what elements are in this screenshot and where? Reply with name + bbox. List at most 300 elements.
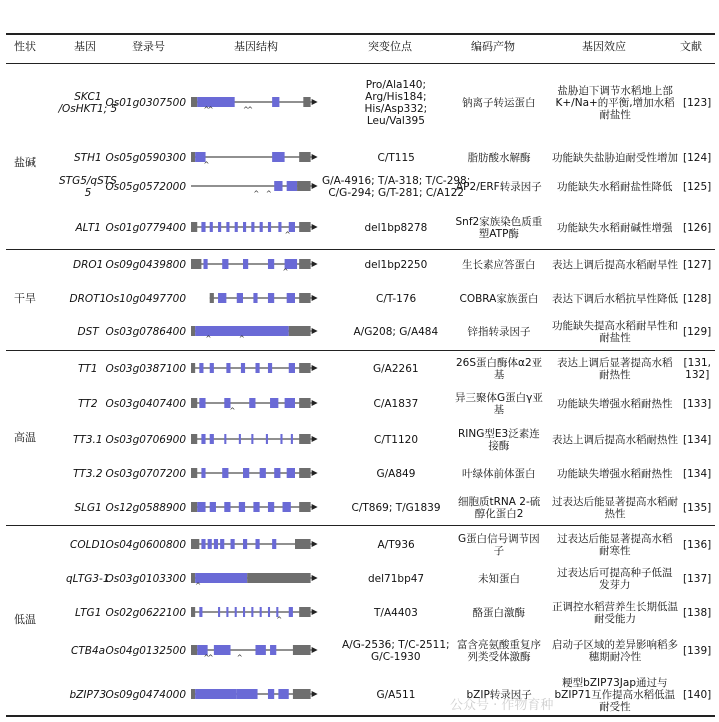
reference (684, 357, 711, 381)
accession: Os10g0497700 (105, 293, 187, 305)
section-rule-drought (6, 350, 715, 351)
mutation-site-line: C/T115 (377, 152, 415, 164)
exon-block (195, 573, 247, 583)
mutation-site (322, 175, 470, 199)
exon-block (278, 689, 288, 699)
direction-arrow-icon (312, 504, 318, 510)
encoded-product-line: Snf2家族染色质重 (455, 216, 543, 228)
encoded-product-line: RING型E3泛素连 (458, 428, 540, 440)
gene-effect-line: 穗期耐冷性 (588, 651, 642, 663)
mutation-site (352, 502, 441, 514)
exon-block (266, 434, 268, 444)
exon-block (278, 222, 281, 232)
gene-name (78, 398, 98, 410)
encoded-product (468, 152, 531, 164)
gene-name-line: qLTG3-1 (66, 573, 110, 585)
exon-block (201, 222, 205, 232)
exon-block (237, 293, 243, 303)
exon-block (210, 363, 214, 373)
top-rule (6, 33, 715, 35)
accession: Os02g0622100 (105, 607, 187, 619)
mutation-site-line: C/G-294; G/T-281; C/A122 (328, 187, 464, 199)
exon-block (274, 181, 282, 191)
mutation-site (374, 607, 418, 619)
exon-block (235, 222, 238, 232)
encoded-product-line: G蛋白信号调节因 (458, 533, 540, 545)
gene-effect-line: 功能缺失提高水稻耐旱性和 (552, 320, 678, 332)
mutation-site-line: A/G-2536; T/C-2511; (342, 639, 450, 651)
gene-name-line: TT1 (78, 363, 98, 375)
gene-name (74, 152, 102, 164)
gene-name-line: 5 (84, 187, 92, 199)
gene-structure (185, 219, 325, 237)
group-label: 低温 (14, 613, 36, 626)
gene-effect-line: 正调控水稻营养生长期低温 (552, 601, 678, 613)
reference (683, 502, 711, 514)
mutation-site-line: G/A2261 (373, 363, 419, 375)
encoded-product-line: 基 (493, 404, 505, 416)
encoded-product (462, 468, 536, 480)
section-rule-salt (6, 249, 715, 250)
mutation-caret-icon: ^ (203, 106, 210, 112)
gene-effect-line: 耐热性 (599, 369, 631, 381)
mutation-site (378, 539, 415, 551)
direction-arrow-icon (312, 224, 318, 230)
gene-effect-line: 表达下调后水稻抗旱性降低 (552, 293, 678, 305)
accession: Os01g0307500 (105, 97, 187, 109)
gene-structure (185, 431, 325, 449)
gene-structure (185, 149, 325, 167)
exon-block (268, 363, 272, 373)
utr-block (295, 539, 311, 549)
gene-name (75, 607, 101, 619)
mutation-caret-icon: ^ (276, 616, 283, 622)
mutation-site (376, 293, 416, 305)
watermark-text: 公众号 · 作物育种 (450, 698, 554, 713)
mutation-caret-icon: ^ (247, 106, 254, 112)
direction-arrow-icon (312, 261, 318, 267)
gene-effect-line: 热性 (604, 508, 626, 520)
reference-line: 132] (685, 369, 710, 381)
gene-structure (185, 642, 325, 660)
gene-structure (185, 94, 325, 112)
accession: Os01g0779400 (105, 222, 187, 234)
gene-name (73, 434, 103, 446)
encoded-product-line: 钠离子转运蛋白 (462, 97, 536, 109)
exon-block (222, 468, 228, 478)
accession: Os05g0590300 (105, 152, 187, 164)
utr-block (191, 434, 197, 444)
direction-arrow-icon (312, 183, 318, 189)
exon-block (268, 607, 270, 617)
exon-block (268, 222, 271, 232)
utr-block (299, 259, 310, 269)
encoded-product (462, 259, 536, 271)
mutation-site (377, 468, 416, 480)
gene-name-line: DRO1 (73, 259, 104, 271)
reference-line: [139] (683, 645, 712, 657)
gene-effect (552, 152, 678, 164)
gene-effect-line: 功能缺失增强水稻耐热性 (557, 468, 673, 480)
gene-effect-line: 表达上调后显著提高水稻 (557, 357, 673, 369)
mutation-site-line: del71bp47 (368, 573, 425, 585)
gene-name-line: TT3.1 (73, 434, 103, 446)
accession: Os04g0132500 (105, 645, 187, 657)
gene-effect (556, 85, 675, 121)
gene-structure (185, 536, 325, 554)
encoded-product-line: 基 (493, 369, 505, 381)
exon-block (270, 645, 276, 655)
encoded-product (460, 293, 539, 305)
header-trait: 性状 (14, 40, 36, 53)
exon-block (285, 398, 295, 408)
exon-block (243, 222, 246, 232)
gene-effect-line: 粳型bZIP73Jap通过与 (562, 677, 668, 689)
encoded-product-line: 细胞质tRNA 2-硫 (458, 496, 541, 508)
encoded-product-line: 脂肪酸水解酶 (467, 152, 531, 164)
direction-arrow-icon (312, 575, 318, 581)
mutation-caret-icon: ^ (203, 654, 210, 660)
gene-effect-line: 功能缺失水稻耐碱性增强 (557, 222, 673, 234)
encoded-product-line: 26S蛋白酶体α2亚 (456, 357, 543, 369)
header-rule (6, 63, 715, 64)
gene-effect-line: 过表达后能显著提高水稻 (557, 533, 673, 545)
gene-effect-line: 功能缺失盐胁迫耐受性增加 (552, 152, 678, 164)
exon-block (220, 539, 224, 549)
exon-block (251, 607, 253, 617)
exon-block (272, 152, 284, 162)
utr-block (299, 293, 310, 303)
mutation-site-line: Pro/Ala140; (365, 79, 427, 91)
exon-block (210, 434, 214, 444)
mutation-site (365, 79, 428, 127)
accession: Os09g0474000 (105, 689, 187, 701)
exon-block (268, 293, 274, 303)
header-product: 编码产物 (471, 40, 515, 53)
mutation-caret-icon: ^ (195, 582, 202, 588)
reference-line: [131, (683, 357, 711, 369)
exon-block (243, 259, 248, 269)
section-rule-heat (6, 525, 715, 526)
utr-block (247, 573, 310, 583)
mutation-site (365, 259, 428, 271)
gene-effect-line: 发芽力 (599, 579, 631, 591)
exon-block (243, 539, 247, 549)
utr-block (299, 468, 310, 478)
accession: Os03g0407400 (105, 398, 187, 410)
gene-structure (185, 465, 325, 483)
exon-block (226, 222, 229, 232)
reference-line: [138] (683, 607, 712, 619)
mutation-caret-icon: ^ (207, 106, 214, 112)
header-effect: 基因效应 (582, 40, 626, 53)
gene-structure (185, 360, 325, 378)
gene-effect (552, 259, 678, 271)
exon-block (260, 222, 263, 232)
group-label: 干旱 (14, 292, 36, 305)
exon-block (243, 607, 245, 617)
reference (683, 181, 711, 193)
reference (683, 152, 711, 164)
exon-block (251, 434, 253, 444)
gene-name (66, 573, 110, 585)
reference-line: [140] (683, 689, 712, 701)
exon-block (197, 502, 205, 512)
exon-block (289, 607, 293, 617)
gene-name (75, 502, 102, 514)
mutation-site-line: G/C-1930 (371, 651, 421, 663)
exon-block (260, 468, 266, 478)
gene-name-line: DROT1 (69, 293, 107, 305)
group-label: 高温 (14, 431, 36, 444)
utr-block (299, 222, 310, 232)
accession: Os03g0387100 (105, 363, 187, 375)
reference-line: [137] (683, 573, 712, 585)
exon-block (222, 259, 228, 269)
encoded-product-line: bZIP转录因子 (466, 689, 532, 701)
accession: Os09g0439800 (105, 259, 187, 271)
exon-block (287, 293, 295, 303)
exon-block (235, 607, 237, 617)
gene-structure (185, 499, 325, 517)
encoded-product-line: 未知蛋白 (478, 573, 520, 585)
utr-block (191, 259, 201, 269)
mutation-site-line: del1bp8278 (364, 222, 428, 234)
direction-arrow-icon (312, 470, 318, 476)
header-gene: 基因 (74, 40, 96, 53)
mutation-site-line: Arg/His184; (365, 91, 427, 103)
exon-block (199, 607, 202, 617)
encoded-product (457, 639, 541, 663)
gene-name-line: STG5/qSTS (59, 175, 117, 187)
gene-name-line: SKC1 (74, 91, 102, 103)
header-mutation: 突变位点 (368, 40, 412, 53)
gene-effect (557, 533, 673, 557)
exon-block (287, 468, 295, 478)
mutation-site-line: His/Asp332; (364, 103, 428, 115)
exon-block (239, 502, 245, 512)
utr-block (191, 398, 197, 408)
reference-line: [127] (683, 259, 712, 271)
reference (683, 689, 711, 701)
encoded-product (462, 97, 536, 109)
mutation-site (374, 398, 419, 410)
header-reference: 文献 (680, 40, 702, 53)
gene-effect-line: 表达上调后提高水稻耐旱性 (552, 259, 678, 271)
gene-name (70, 293, 107, 305)
exon-block (243, 468, 249, 478)
gene-structure (185, 290, 325, 308)
encoded-product (478, 573, 520, 585)
mutation-site (377, 689, 416, 701)
gene-effect-line: 耐受能力 (594, 613, 636, 625)
reference-line: [135] (683, 502, 712, 514)
utr-block (293, 645, 311, 655)
utr-block (191, 222, 197, 232)
exon-block (199, 398, 205, 408)
utr-block (299, 434, 310, 444)
gene-effect (557, 468, 673, 480)
gene-effect (555, 677, 676, 713)
encoded-product-line: 子 (493, 545, 505, 557)
accession: Os03g0786400 (105, 326, 187, 338)
mutation-caret-icon: ^ (205, 335, 212, 341)
mutation-site-line: Leu/Val395 (366, 115, 425, 127)
exon-block (280, 434, 282, 444)
direction-arrow-icon (312, 609, 318, 615)
gene-name-line: TT2 (78, 398, 98, 410)
gene-effect (557, 567, 673, 591)
exon-block (268, 502, 274, 512)
reference (683, 398, 711, 410)
exon-block (224, 502, 230, 512)
gene-effect (552, 434, 678, 446)
mutation-caret-icon: ^ (265, 190, 272, 196)
gene-effect-line: 耐盐性 (599, 332, 631, 344)
exon-block (210, 222, 213, 232)
encoded-product (473, 607, 526, 619)
reference-line: [124] (683, 152, 712, 164)
gene-effect-line: 耐寒性 (599, 545, 631, 557)
utr-block (297, 181, 311, 191)
gene-name (70, 539, 106, 551)
exon-block (239, 434, 241, 444)
exon-block (231, 539, 235, 549)
mutation-site (368, 573, 424, 585)
encoded-product (458, 428, 540, 452)
header-accession: 登录号 (132, 40, 165, 53)
mutation-site-line: C/T-176 (376, 293, 417, 305)
encoded-product-line: 列类受体激酶 (467, 651, 531, 663)
encoded-product-line: COBRA家族蛋白 (459, 293, 539, 305)
mutation-site (374, 434, 418, 446)
encoded-product (456, 216, 543, 240)
gene-name (78, 326, 99, 338)
reference (683, 97, 711, 109)
accession: Os03g0706900 (105, 434, 187, 446)
gene-effect (552, 496, 678, 520)
mutation-caret-icon: ^ (243, 106, 249, 112)
exon-block (214, 645, 231, 655)
exon-block (253, 293, 257, 303)
mutation-site (354, 326, 439, 338)
exon-block (255, 539, 259, 549)
utr-block (293, 689, 311, 699)
utr-block (191, 539, 199, 549)
mutation-caret-icon: ^ (229, 407, 236, 413)
reference (683, 259, 711, 271)
gene-structure (185, 323, 325, 341)
utr-block (191, 326, 195, 336)
exon-block (195, 689, 237, 699)
exon-block (210, 502, 216, 512)
utr-block (299, 607, 310, 617)
gene-structure (185, 395, 325, 413)
gene-effect-line: 耐盐性 (599, 109, 631, 121)
exon-block (287, 181, 297, 191)
mutation-site-line: G/A511 (376, 689, 416, 701)
gene-structure (185, 570, 325, 588)
reference-line: [129] (683, 326, 712, 338)
encoded-product-line: 生长素应答蛋白 (462, 259, 536, 271)
accession: Os03g0103300 (105, 573, 187, 585)
mutation-site-line: C/T869; T/G1839 (351, 502, 441, 514)
reference-line: [125] (683, 181, 712, 193)
header-structure: 基因结构 (234, 40, 278, 53)
exon-block (218, 607, 220, 617)
mutation-site-line: A/G208; G/A484 (353, 326, 439, 338)
direction-arrow-icon (312, 400, 318, 406)
reference-line: [136] (683, 539, 712, 551)
encoded-product-line: 接酶 (488, 440, 510, 452)
direction-arrow-icon (312, 647, 318, 653)
gene-effect (552, 601, 678, 625)
mutation-site-line: G/A-4916; T/A-318; T/C-298; (322, 175, 471, 187)
direction-arrow-icon (312, 691, 318, 697)
reference-line: [134] (683, 434, 712, 446)
mutation-site-line: A/T936 (377, 539, 415, 551)
mutation-caret-icon: ^ (203, 161, 210, 167)
utr-block (191, 152, 195, 162)
encoded-product (458, 533, 540, 557)
reference (683, 468, 711, 480)
encoded-product-line: 富含亮氨酸重复序 (457, 639, 541, 651)
mutation-caret-icon: ^ (207, 654, 214, 660)
gene-effect-line: 过表达后能显著提高水稻耐 (552, 496, 678, 508)
encoded-product (458, 496, 540, 520)
exon-block (201, 539, 205, 549)
exon-block (251, 222, 254, 232)
gene-structure (185, 686, 325, 704)
gene-effect (552, 293, 678, 305)
gene-name (73, 468, 103, 480)
exon-block (260, 607, 262, 617)
utr-block (299, 398, 310, 408)
reference-line: [134] (683, 468, 712, 480)
utr-block (299, 502, 310, 512)
utr-block (289, 326, 311, 336)
gene-effect-line: 功能缺失水稻耐盐性降低 (557, 181, 673, 193)
encoded-product-line: AP2/ERF转录因子 (456, 181, 542, 193)
exon-block (226, 363, 230, 373)
exon-block (255, 645, 265, 655)
encoded-product-line: 醇化蛋白2 (474, 508, 524, 520)
exon-block (199, 363, 203, 373)
gene-effect (557, 222, 673, 234)
gene-effect (557, 181, 673, 193)
gene-structure (185, 178, 325, 196)
exon-block (272, 539, 276, 549)
exon-block (253, 502, 259, 512)
reference (683, 293, 711, 305)
utr-block (191, 689, 195, 699)
utr-block (191, 607, 195, 617)
encoded-product-line: 异三聚体G蛋白γ亚 (455, 392, 543, 404)
gene-effect-line: 启动子区域的差异影响稻多 (552, 639, 678, 651)
gene-effect (552, 639, 678, 663)
utr-block (191, 502, 197, 512)
exon-block (249, 398, 255, 408)
exon-block (272, 97, 279, 107)
exon-block (283, 502, 291, 512)
encoded-product-line: 塑ATP酶 (478, 228, 519, 240)
gene-name (71, 645, 105, 657)
gene-name-line: DST (77, 326, 99, 338)
reference-line: [133] (683, 398, 712, 410)
encoded-product-line: 酪蛋白激酶 (472, 607, 525, 619)
direction-arrow-icon (312, 99, 318, 105)
exon-block (268, 689, 274, 699)
